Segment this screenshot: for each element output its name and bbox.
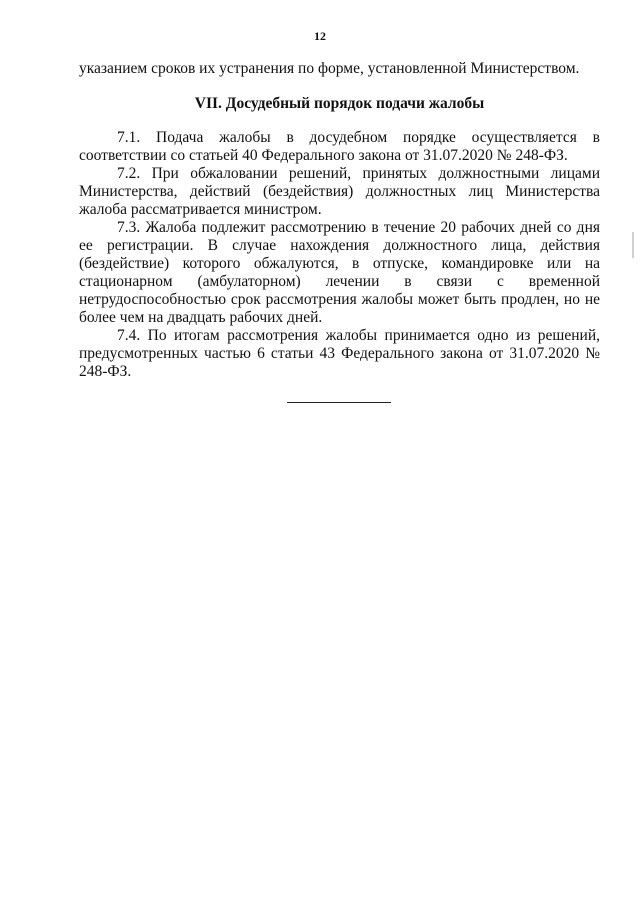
paragraph-7-4: 7.4. По итогам рассмотрения жалобы принимается одно из решений, предусмотренных частью 6 статьи 43 Федерального закона от 31.07.2020 № 248-ФЗ. [79,327,600,380]
paragraph-7-3: 7.3. Жалоба подлежит рассмотрению в течение 20 рабочих дней со дня ее регистрации. В случае нахождения должностного лица, действия (бездействие) которого обжалуются, в отпуске, командировке или на стационарном (амбулаторном) лечении в связи с временной нетрудоспособностью срок рассмотрения жалобы может быть продлен, но не более чем на двадцать рабочих дней. [79,219,600,326]
document-body [79,60,600,381]
scan-margin-mark [632,232,634,258]
section-title: VII. Досудебный порядок подачи жалобы [194,95,485,112]
page-number: 12 [314,29,326,43]
continuation-text: указанием сроков их устранения по форме, установленной Министерством. [79,60,580,77]
paragraph-7-1: 7.1. Подача жалобы в досудебном порядке осуществляется в соответствии со статьей 40 Федерального закона от 31.07.2020 № 248-ФЗ. [79,129,600,164]
paragraph-7-2: 7.2. При обжаловании решений, принятых должностными лицами Министерства, действий (бездействия) должностных лиц Министерства жалоба рассматривается министром. [79,165,600,218]
end-divider [287,402,391,403]
